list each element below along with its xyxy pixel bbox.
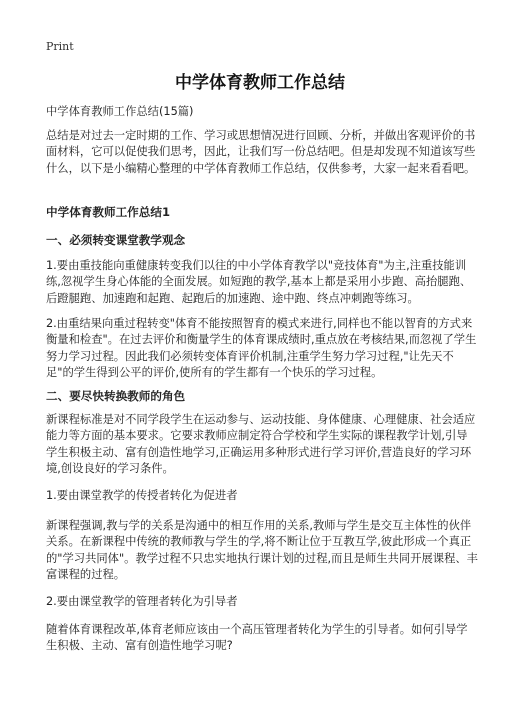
paragraph-2: 2.由重结果向重过程转变"体育不能按照智育的模式来进行,同样也不能以智育的方式来衡量和检查"。在过去评价和衡量学生的体育课成绩时,重点放在考核结果,而忽视了学生努力学习过程。因此我们必须转变体育评价机制,注重学生努力学习过程,"让先天不足"的学生得到公平的评价,使所有的学生都有一个快乐的学习过程。 [46, 317, 477, 380]
paragraph-1: 1.要由重技能向重健康转变我们以往的中小学体育教学以"竞技体育"为主,注重技能训练,忽视学生身心体能的全面发展。如短跑的教学,基本上都是采用小步跑、高抬腿跑、后蹬腿跑、加速跑和起跑、起跑后的加速跑、途中跑、终点冲刺跑等练习。 [46, 259, 472, 305]
section-title: 中学体育教师工作总结1 [46, 205, 171, 219]
paragraph-6: 2.要由课堂教学的管理者转化为引导者 [46, 595, 238, 608]
doc-subtitle: 中学体育教师工作总结(15篇) [46, 105, 194, 118]
page-title: 中学体育教师工作总结 [175, 73, 345, 93]
heading-2: 二、要尽快转换教师的角色 [46, 389, 186, 403]
intro-paragraph: 总结是对过去一定时期的工作、学习或思想情况进行回顾、分析，并做出客观评价的书面材料，它可以促使我们思考，因此，让我们写一份总结吧。但是却发现不知道该写些什么，以下是小编精心整理的中学体育教师工作总结，仅供参考，大家一起来看看吧。 [46, 129, 476, 175]
heading-1: 一、必须转变课堂教学观念 [46, 233, 186, 247]
paragraph-5: 新课程强调,教与学的关系是沟通中的相互作用的关系,教师与学生是交互主体性的伙伴关系。在新课程中传统的教师教与学生的学,将不断让位于互教互学,彼此形成一个真正的"学习共同体"。教学过程不只忠实地执行课计划的过程,而且是师生共同开展课程、丰富课程的过程。 [46, 519, 478, 582]
paragraph-4: 1.要由课堂教学的传授者转化为促进者 [46, 489, 238, 502]
print-link[interactable]: Print [46, 40, 74, 53]
paragraph-7: 随着体育课程改革,体育老师应该由一个高压管理者转化为学生的引导者。如何引导学生积极、主动、富有创造性地学习呢? [46, 623, 468, 653]
paragraph-3: 新课程标准是对不同学段学生在运动参与、运动技能、身体健康、心理健康、社会适应能力等方面的基本要求。它要求教师应制定符合学校和学生实际的课程教学计划,引导学生积极主动、富有创造性地学习,正确运用多种形式进行学习评价,营造良好的学习环境,创设良好的学习条件。 [46, 413, 476, 476]
